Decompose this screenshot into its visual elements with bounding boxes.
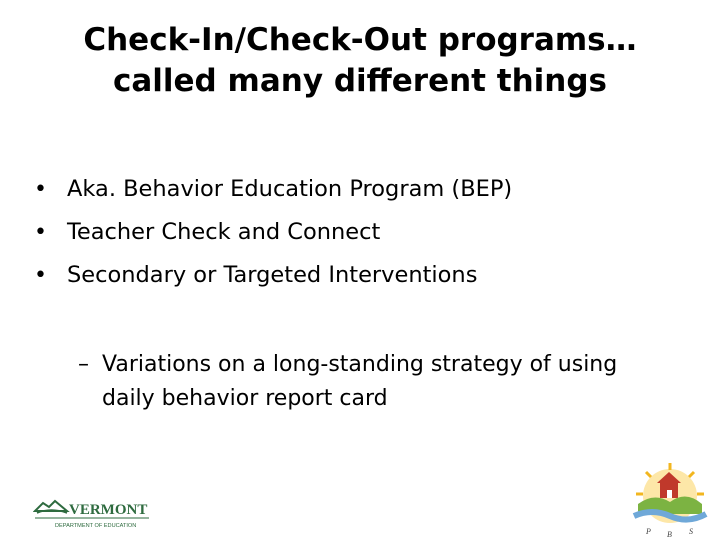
- sub-bullet-dash: –: [78, 352, 89, 377]
- sub-bullet-line-2: daily behavior report card: [102, 386, 388, 411]
- bullet-symbol: •: [34, 263, 47, 288]
- vermont-logo: [33, 497, 153, 531]
- sub-bullet-text-1: Variations on a long-standing strategy of using: [102, 352, 618, 377]
- bullet-item: [34, 168, 694, 211]
- vermont-subtext: DEPARTMENT OF EDUCATION: [55, 523, 137, 529]
- bullet-text: Secondary or Targeted Interventions: [67, 262, 478, 288]
- bullet-text: Teacher Check and Connect: [67, 219, 381, 245]
- pbs-logo: [624, 460, 714, 540]
- pbs-letter-p: P: [646, 527, 651, 536]
- title-line-2: called many different things: [112, 63, 608, 99]
- bullet-text: Aka. Behavior Education Program (BEP): [67, 176, 513, 202]
- sub-bullet: [78, 348, 678, 416]
- slide-title: [40, 20, 680, 102]
- sub-bullet-line-1: [78, 348, 678, 382]
- bullet-list: [34, 168, 694, 297]
- bullet-item: [34, 254, 694, 297]
- bullet-item: [34, 211, 694, 254]
- pbs-letter-b: B: [667, 530, 672, 539]
- pbs-letter-s: S: [689, 527, 693, 536]
- bullet-symbol: •: [34, 220, 47, 245]
- vermont-wordmark: VERMONT: [69, 502, 148, 518]
- bullet-symbol: •: [34, 177, 47, 202]
- title-line-1: Check-In/Check-Out programs…: [83, 22, 637, 58]
